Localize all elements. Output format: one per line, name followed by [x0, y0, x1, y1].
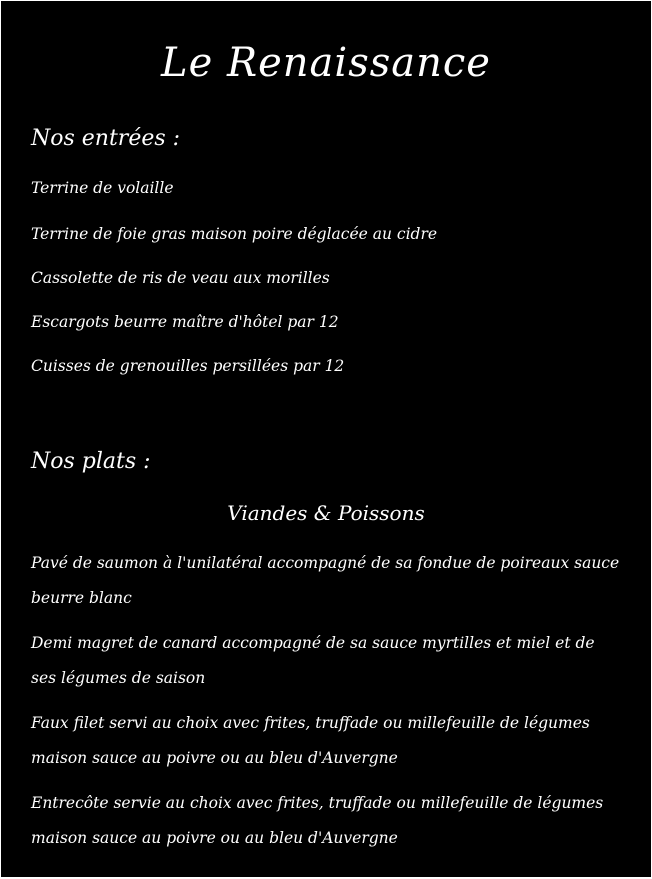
plat-item: Entrecôte servie au choix avec frites, truffade ou millefeuille de légumes maison sauce au poivre ou au bleu d'Auvergne: [31, 794, 604, 847]
plat-item: Demi magret de canard accompagné de sa sauce myrtilles et miel et de ses légumes de saison: [31, 634, 595, 687]
menu-board: [1, 1, 651, 877]
entree-item: Terrine de foie gras maison poire déglacée au cidre: [31, 225, 438, 243]
entrees-heading: Nos entrées :: [31, 126, 181, 151]
entree-item: Cassolette de ris de veau aux morilles: [31, 269, 330, 287]
restaurant-title: Le Renaissance: [161, 40, 491, 86]
entree-item: Cuisses de grenouilles persillées par 12: [31, 357, 345, 375]
plat-item: Faux filet servi au choix avec frites, truffade ou millefeuille de légumes maison sauce au poivre ou au bleu d'Auvergne: [31, 714, 590, 767]
plats-subheading: Viandes & Poissons: [227, 501, 425, 525]
plat-item: Pavé de saumon à l'unilatéral accompagné de sa fondue de poireaux sauce beurre blanc: [31, 554, 620, 607]
plats-heading: Nos plats :: [31, 449, 151, 474]
entree-item: Terrine de volaille: [31, 179, 174, 197]
entree-item: Escargots beurre maître d'hôtel par 12: [31, 313, 339, 331]
